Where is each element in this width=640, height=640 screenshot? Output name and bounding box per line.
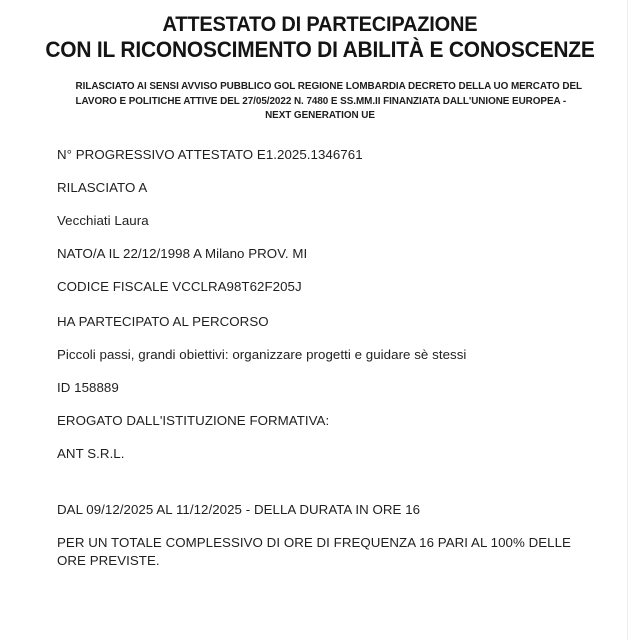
provider-label: EROGATO DALL'ISTITUZIONE FORMATIVA: xyxy=(57,412,330,428)
issued-to-label: RILASCIATO A xyxy=(57,179,148,195)
attendance-summary: PER UN TOTALE COMPLESSIVO DI ORE DI FREQUENZA 16 PARI AL 100% DELLE ORE PREVISTE. xyxy=(57,534,571,568)
page-edge-line xyxy=(627,0,628,640)
duration-period: DAL 09/12/2025 AL 11/12/2025 - DELLA DURATA IN ORE 16 xyxy=(57,501,421,517)
document-body xyxy=(0,146,640,570)
title-line-1: ATTESTATO DI PARTECIPAZIONE xyxy=(162,12,478,36)
subtitle-line-3: NEXT GENERATION UE xyxy=(265,110,375,122)
document-title xyxy=(0,0,640,63)
subtitle-line-2: LAVORO E POLITICHE ATTIVE DEL 27/05/2022 N. 7480 E SS.MM.II FINANZIATA DALL'UNIONE EUROPEA - xyxy=(75,95,567,107)
course-name: Piccoli passi, grandi obiettivi: organizzare progetti e guidare sè stessi xyxy=(57,346,467,362)
birth-info: NATO/A IL 22/12/1998 A Milano PROV. MI xyxy=(57,245,308,261)
course-id: ID 158889 xyxy=(57,379,119,395)
recipient-name: Vecchiati Laura xyxy=(57,212,149,228)
fiscal-code: CODICE FISCALE VCCLRA98T62F205J xyxy=(57,278,302,294)
participation-label: HA PARTECIPATO AL PERCORSO xyxy=(57,313,269,329)
certificate-number: N° PROGRESSIVO ATTESTATO E1.2025.1346761 xyxy=(57,146,363,162)
document-subtitle xyxy=(0,80,640,124)
subtitle-line-1: RILASCIATO AI SENSI AVVISO PUBBLICO GOL REGIONE LOMBARDIA DECRETO DELLA UO MERCATO DEL xyxy=(75,81,582,92)
title-line-2: CON IL RICONOSCIMENTO DI ABILITÀ E CONOSCENZE xyxy=(45,37,595,62)
provider-name: ANT S.R.L. xyxy=(57,445,125,461)
